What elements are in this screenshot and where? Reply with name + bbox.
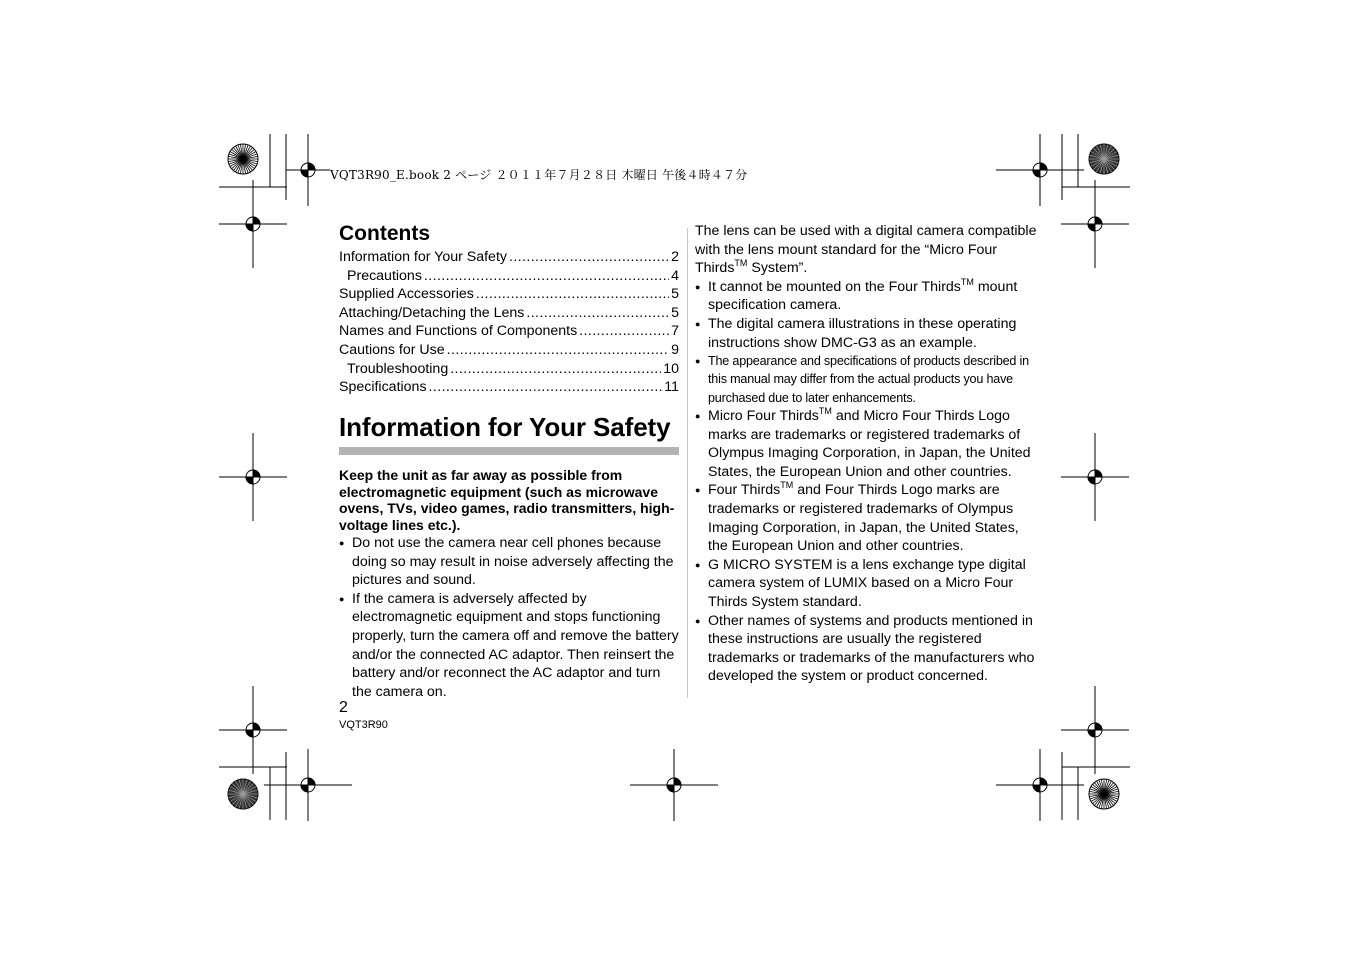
toc-entry	[339, 378, 679, 397]
trademark-sup: TM	[734, 258, 748, 269]
toc-leader-dots	[526, 304, 669, 323]
note-text-end: mount specification camera.	[708, 278, 1018, 314]
notes-bullet-list	[695, 278, 1037, 686]
toc-label: Attaching/Detaching the Lens	[339, 304, 525, 321]
toc-page-number: 4	[671, 267, 679, 284]
right-column	[695, 222, 1037, 686]
note-text: It cannot be mounted on the Four Thirds	[708, 278, 961, 295]
note-text-end: and Four Thirds Logo marks are trademarks or registered trademarks of Olympus Imaging Corporation, in Japan, the United States, the European Union and other countries.	[708, 482, 1019, 555]
column-divider	[687, 228, 688, 698]
trademark-sup: TM	[780, 480, 794, 491]
toc-entry	[339, 341, 679, 360]
toc-leader-dots	[579, 322, 669, 341]
list-item	[695, 278, 1037, 315]
safety-heading: Information for Your Safety	[339, 411, 671, 442]
intro-text: The lens can be used with a digital camera compatible with the lens mount standard for the “Micro Four Thirds	[695, 223, 1037, 277]
toc-label: Specifications	[339, 379, 427, 396]
note-text: Micro Four Thirds	[708, 408, 819, 425]
toc-entry	[339, 360, 679, 379]
toc-leader-dots	[424, 267, 669, 286]
toc-label: Precautions	[347, 267, 422, 284]
list-item: ● If the camera is adversely affected by electromagnetic equipment and stops functioning properly, turn the camera off and remove the battery and/or the connected AC adaptor. Then reinsert the battery and/or reconnect the AC adaptor and turn the camera on.	[339, 590, 679, 702]
toc-label: Troubleshooting	[347, 360, 449, 377]
list-item: ● G MICRO SYSTEM is a lens exchange type digital camera system of LUMIX based on a Micro Four Thirds System standard.	[695, 556, 1037, 612]
left-column	[339, 220, 679, 701]
toc-leader-dots	[447, 341, 669, 360]
safety-warning: Keep the unit as far away as possible from electromagnetic equipment (such as microwave ovens, TVs, video games, radio transmitters, high-voltage lines etc.).	[339, 466, 675, 534]
trademark-sup: TM	[960, 276, 974, 287]
toc-entry	[339, 267, 679, 286]
toc-page-number: 5	[671, 304, 679, 321]
list-item	[695, 407, 1037, 481]
toc-label: Names and Functions of Components	[339, 323, 578, 340]
compatibility-intro	[695, 222, 1037, 278]
toc-label: Information for Your Safety	[339, 249, 507, 265]
list-item	[695, 481, 1037, 555]
toc-entry	[339, 285, 679, 304]
toc-entry	[339, 248, 679, 267]
page-number: 2	[339, 699, 348, 716]
note-text: Four Thirds	[708, 482, 781, 499]
toc-leader-dots	[509, 248, 669, 267]
contents-heading: Contents	[339, 222, 430, 245]
intro-text-end: System”.	[747, 260, 808, 277]
toc-leader-dots	[476, 285, 669, 304]
toc-entry	[339, 322, 679, 341]
toc-page-number: 5	[671, 286, 679, 303]
heading-underline-bar	[339, 447, 679, 455]
list-item: ● The digital camera illustrations in these operating instructions show DMC-G3 as an example.	[695, 315, 1037, 352]
toc-page-number: 2	[671, 249, 679, 265]
list-item: ● Do not use the camera near cell phones because doing so may result in noise adversely affecting the pictures and sound.	[339, 534, 679, 590]
toc-label: Cautions for Use	[339, 341, 445, 358]
trademark-sup: TM	[818, 406, 832, 417]
note-text-end: and Micro Four Thirds Logo marks are trademarks or registered trademarks of Olympus Imaging Corporation, in Japan, the United States, the European Union and other countries.	[708, 408, 1031, 480]
toc-leader-dots	[450, 360, 661, 379]
safety-bullet-list	[339, 534, 679, 701]
toc-entry	[339, 304, 679, 323]
toc-label: Supplied Accessories	[339, 286, 474, 303]
toc-page-number: 9	[671, 341, 679, 358]
table-of-contents	[339, 248, 679, 397]
list-item: ● Other names of systems and products mentioned in these instructions are usually the registered trademarks or trademarks of the manufacturers who developed the system or product concerned.	[695, 612, 1037, 686]
toc-page-number: 7	[671, 323, 679, 340]
document-code: VQT3R90	[339, 719, 388, 731]
toc-leader-dots	[429, 378, 663, 397]
toc-page-number: 10	[663, 360, 679, 377]
list-item: ● The appearance and specifications of products described in this manual may differ from the actual products you have purchased due to later enhancements.	[695, 352, 1037, 407]
toc-page-number: 11	[664, 379, 679, 396]
print-file-header: VQT3R90_E.book 2 ページ ２０１１年７月２８日 木曜日 午後４時４７分	[330, 168, 748, 182]
